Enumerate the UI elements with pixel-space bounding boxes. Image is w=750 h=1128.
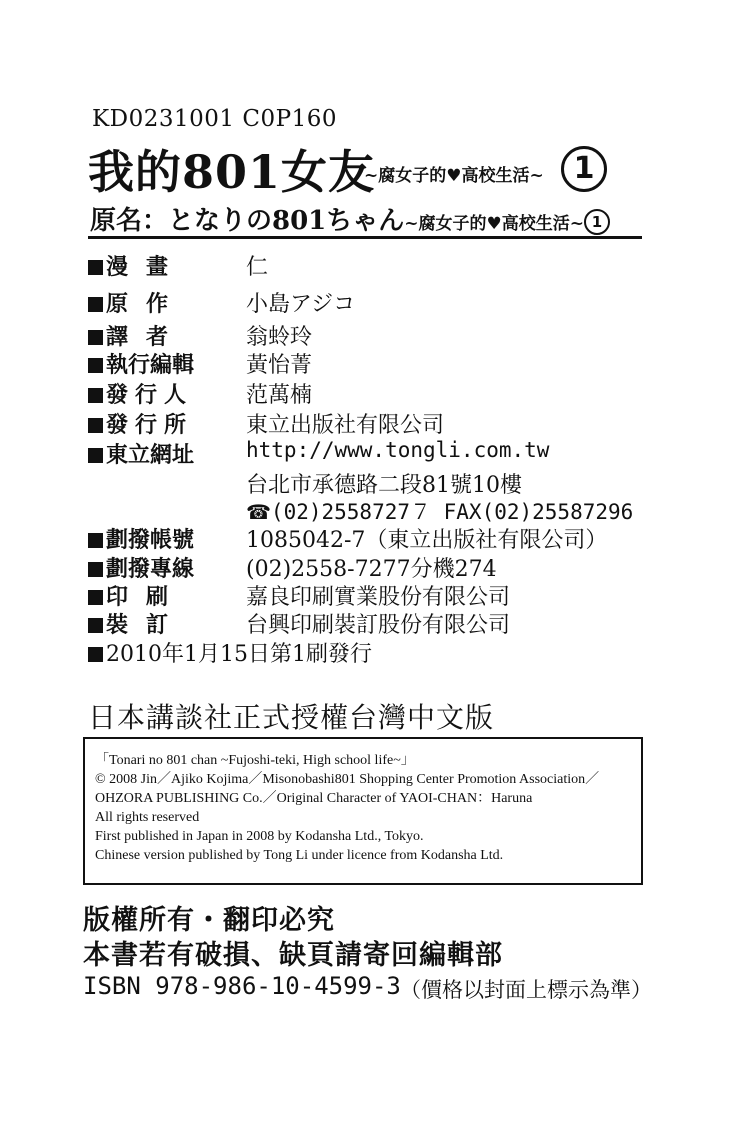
credit-label: 劃撥帳號 <box>106 527 195 553</box>
original-title <box>90 200 610 237</box>
credit-label: 發行人 <box>106 382 194 408</box>
address: 台北市承德路二段81號10樓 <box>246 473 522 498</box>
website-url[interactable]: http://www.tongli.com.tw <box>246 438 550 462</box>
credit-value: 翁蛉玲 <box>246 325 313 350</box>
original-subtitle: ~腐女子的♥高校生活~ <box>404 214 585 234</box>
isbn: ISBN 978-986-10-4599-3 <box>83 972 401 1000</box>
volume-number: 1 <box>561 146 607 192</box>
credit-label: 漫畫 <box>106 254 187 280</box>
title-divider <box>88 236 642 239</box>
square-bullet-icon <box>88 260 103 275</box>
credit-value: 小島アジコ <box>246 292 356 317</box>
credit-value: 1085042-7（東立出版社有限公司） <box>246 528 608 553</box>
license-line: First published in Japan in 2008 by Kodansha Ltd., Tokyo. <box>95 829 424 844</box>
square-bullet-icon <box>88 618 103 633</box>
square-bullet-icon <box>88 297 103 312</box>
square-bullet-icon <box>88 418 103 433</box>
square-bullet-icon <box>88 330 103 345</box>
credit-label: 譯者 <box>106 324 187 350</box>
credit-value: 嘉良印刷實業股份有限公司 <box>246 585 511 610</box>
credit-value: 范萬楠 <box>246 383 313 408</box>
credit-value: (02)2558-7277分機274 <box>246 557 497 582</box>
telephone-icon: ☎ <box>246 500 271 524</box>
original-title-text: 原名：となりの801ちゃん <box>90 206 405 236</box>
license-line: 「Tonari no 801 chan ~Fujoshi-teki, High school life~」 <box>95 753 415 768</box>
book-subtitle: ~腐女子的♥高校生活~ <box>364 166 544 186</box>
license-line: Chinese version published by Tong Li under licence from Kodansha Ltd. <box>95 848 504 863</box>
credit-value: 仁 <box>246 255 269 280</box>
book-title: 我的801女友 <box>88 145 376 199</box>
credit-value: 台興印刷裝訂股份有限公司 <box>246 613 511 638</box>
license-line: OHZORA PUBLISHING Co.／Original Character of YAOI-CHAN：Haruna <box>95 791 533 806</box>
credit-label: 發行所 <box>106 412 194 438</box>
square-bullet-icon <box>88 533 103 548</box>
damage-notice: 本書若有破損、缺頁請寄回編輯部 <box>83 940 503 971</box>
credit-label: 裝訂 <box>106 612 187 638</box>
credit-label: 劃撥專線 <box>106 556 195 582</box>
square-bullet-icon <box>88 448 103 463</box>
square-bullet-icon <box>88 647 103 662</box>
license-line: All rights reserved <box>95 810 200 825</box>
credit-label: 原作 <box>106 291 187 317</box>
credit-label: 印刷 <box>106 584 187 610</box>
publication-date: 2010年1月15日第1刷發行 <box>106 642 372 667</box>
credit-row-date <box>88 637 372 667</box>
credit-value: 東立出版社有限公司 <box>246 413 445 438</box>
square-bullet-icon <box>88 388 103 403</box>
rights-notice: 版權所有・翻印必究 <box>83 905 335 936</box>
square-bullet-icon <box>88 358 103 373</box>
square-bullet-icon <box>88 562 103 577</box>
license-line: © 2008 Jin／Ajiko Kojima／Misonobashi801 Shopping Center Promotion Association／ <box>95 772 600 787</box>
credit-value: 黃怡菁 <box>246 353 313 378</box>
credit-label: 執行編輯 <box>106 352 195 378</box>
phone-fax: (02)2558727７ FAX(02)25587296 <box>270 500 634 524</box>
square-bullet-icon <box>88 590 103 605</box>
catalog-code: KD0231001 C0P160 <box>92 106 337 132</box>
original-volume-number: 1 <box>584 209 610 235</box>
credit-label: 東立網址 <box>106 442 195 468</box>
license-box <box>83 737 643 885</box>
authorization-note: 日本講談社正式授權台灣中文版 <box>88 701 495 734</box>
price-note: （價格以封面上標示為準） <box>400 978 652 1002</box>
